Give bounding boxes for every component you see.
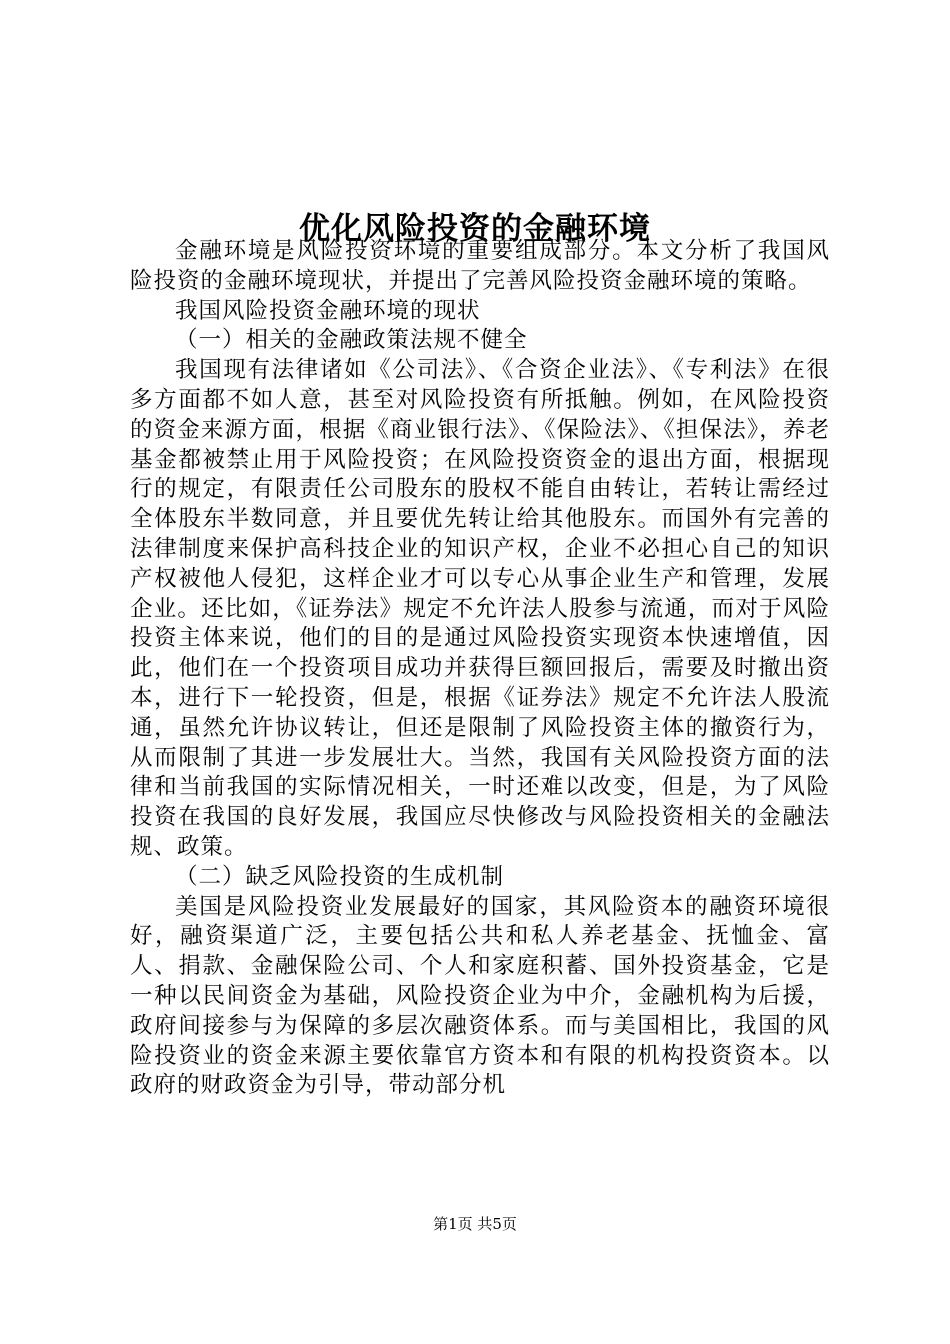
subsection-heading-1: （一）相关的金融政策法规不健全 (175, 327, 528, 354)
subsection-heading-2: （二）缺乏风险投资的生成机制 (175, 863, 505, 890)
body-paragraph-2: 美国是风险投资业发展最好的国家，其风险资本的融资环境很好，融资渠道广泛，主要包括公共和私人养老基金、抚恤金、富人、捐款、金融保险公司、个人和家庭积蓄、国外投资基金，它是一种以民间资金为基础，风险投资企业为中介，金融机构为后援，政府间接参与为保障的多层次融资体系。而与美国相比，我国的风险投资业的资金来源主要依靠官方资本和有限的机构投资资本。以政府的财政资金为引导，带动部分机 (130, 893, 830, 1099)
body-paragraph-1: 我国现有法律诸如《公司法》、《合资企业法》、《专利法》在很多方面都不如人意，甚至对风险投资有所抵触。例如，在风险投资的资金来源方面，根据《商业银行法》、《保险法》、《担保法》，养老基金都被禁止用于风险投资；在风险投资资金的退出方面，根据现行的规定，有限责任公司股东的股权不能自由转让，若转让需经过全体股东半数同意，并且要优先转让给其他股东。而国外有完善的法律制度来保护高科技企业的知识产权，企业不必担心自己的知识产权被他人侵犯，这样企业才可以专心从事企业生产和管理，发展企业。还比如，《证券法》规定不允许法人股参与流通，而对于风险投资主体来说，他们的目的是通过风险投资实现资本快速增值，因此，他们在一个投资项目成功并获得巨额回报后，需要及时撤出资本，进行下一轮投资，但是，根据《证券法》规定不允许法人股流通，虽然允许协议转让，但还是限制了风险投资主体的撤资行为，从而限制了其进一步发展壮大。当然，我国有关风险投资方面的法律和当前我国的实际情况相关，一时还难以改变，但是，为了风险投资在我国的良好发展，我国应尽快修改与风险投资相关的金融法规、政策。 (130, 357, 830, 860)
document-body (130, 237, 830, 1101)
intro-paragraph: 金融环境是风险投资环境的重要组成部分。本文分析了我国风险投资的金融环境现状，并提出了完善风险投资金融环境的策略。 (130, 238, 830, 294)
section-heading: 我国风险投资金融环境的现状 (175, 297, 481, 324)
page-footer: 第1页 共5页 (433, 1215, 517, 1233)
document-title: 优化风险投资的金融环境 (299, 210, 651, 247)
